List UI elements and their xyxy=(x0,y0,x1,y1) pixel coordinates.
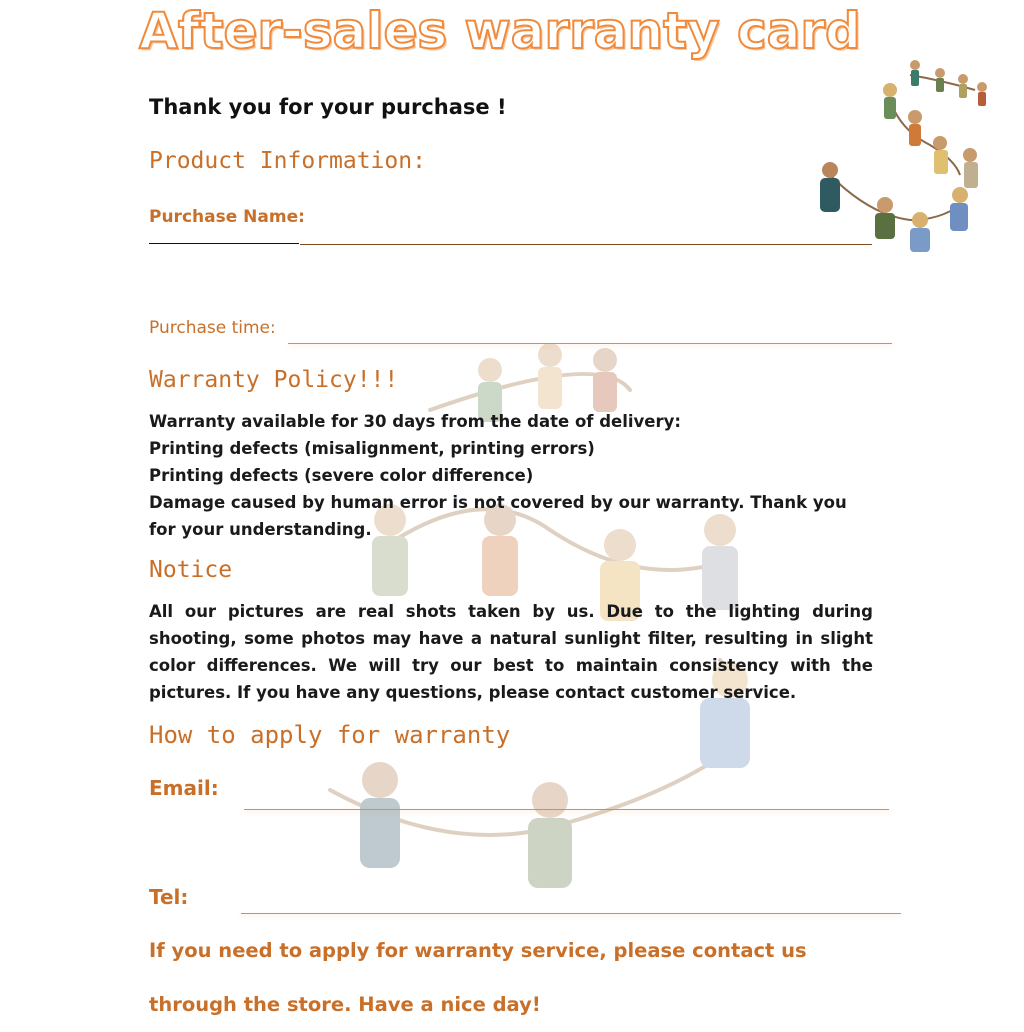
tel-field[interactable] xyxy=(241,913,901,914)
page-title: After-sales warranty card xyxy=(139,2,861,60)
notice-heading: Notice xyxy=(149,557,233,583)
purchase-name-underline-left xyxy=(149,243,299,244)
warranty-policy-list xyxy=(149,408,873,543)
closing-message: If you need to apply for warranty service, please contact us through the store. Have a nice day! xyxy=(149,939,807,1016)
policy-line: Printing defects (severe color difference) xyxy=(149,466,534,485)
children-circle-illustration xyxy=(810,55,995,255)
purchase-name-field[interactable] xyxy=(300,244,872,245)
purchase-name-label: Purchase Name: xyxy=(149,207,305,227)
tel-label: Tel: xyxy=(149,885,189,909)
purchase-time-label: Purchase time: xyxy=(149,318,276,338)
email-label: Email: xyxy=(149,776,219,800)
how-to-apply-heading: How to apply for warranty xyxy=(149,721,511,749)
email-field[interactable] xyxy=(244,809,889,810)
policy-line: Damage caused by human error is not covered by our warranty. Thank you for your understanding. xyxy=(149,493,847,539)
notice-text: All our pictures are real shots taken by us. Due to the lighting during shooting, some photos may have a natural sunlight filter, resulting in slight color differences. We will try our best to maintain consistency with the pictures. If you have any questions, please contact customer service. xyxy=(149,602,873,702)
purchase-time-field[interactable] xyxy=(288,343,892,344)
policy-line: Printing defects (misalignment, printing errors) xyxy=(149,439,595,458)
warranty-policy-heading: Warranty Policy!!! xyxy=(149,367,399,393)
product-information-heading: Product Information: xyxy=(149,148,426,174)
thank-you-text: Thank you for your purchase ! xyxy=(149,95,507,119)
policy-line: Warranty available for 30 days from the date of delivery: xyxy=(149,412,681,431)
